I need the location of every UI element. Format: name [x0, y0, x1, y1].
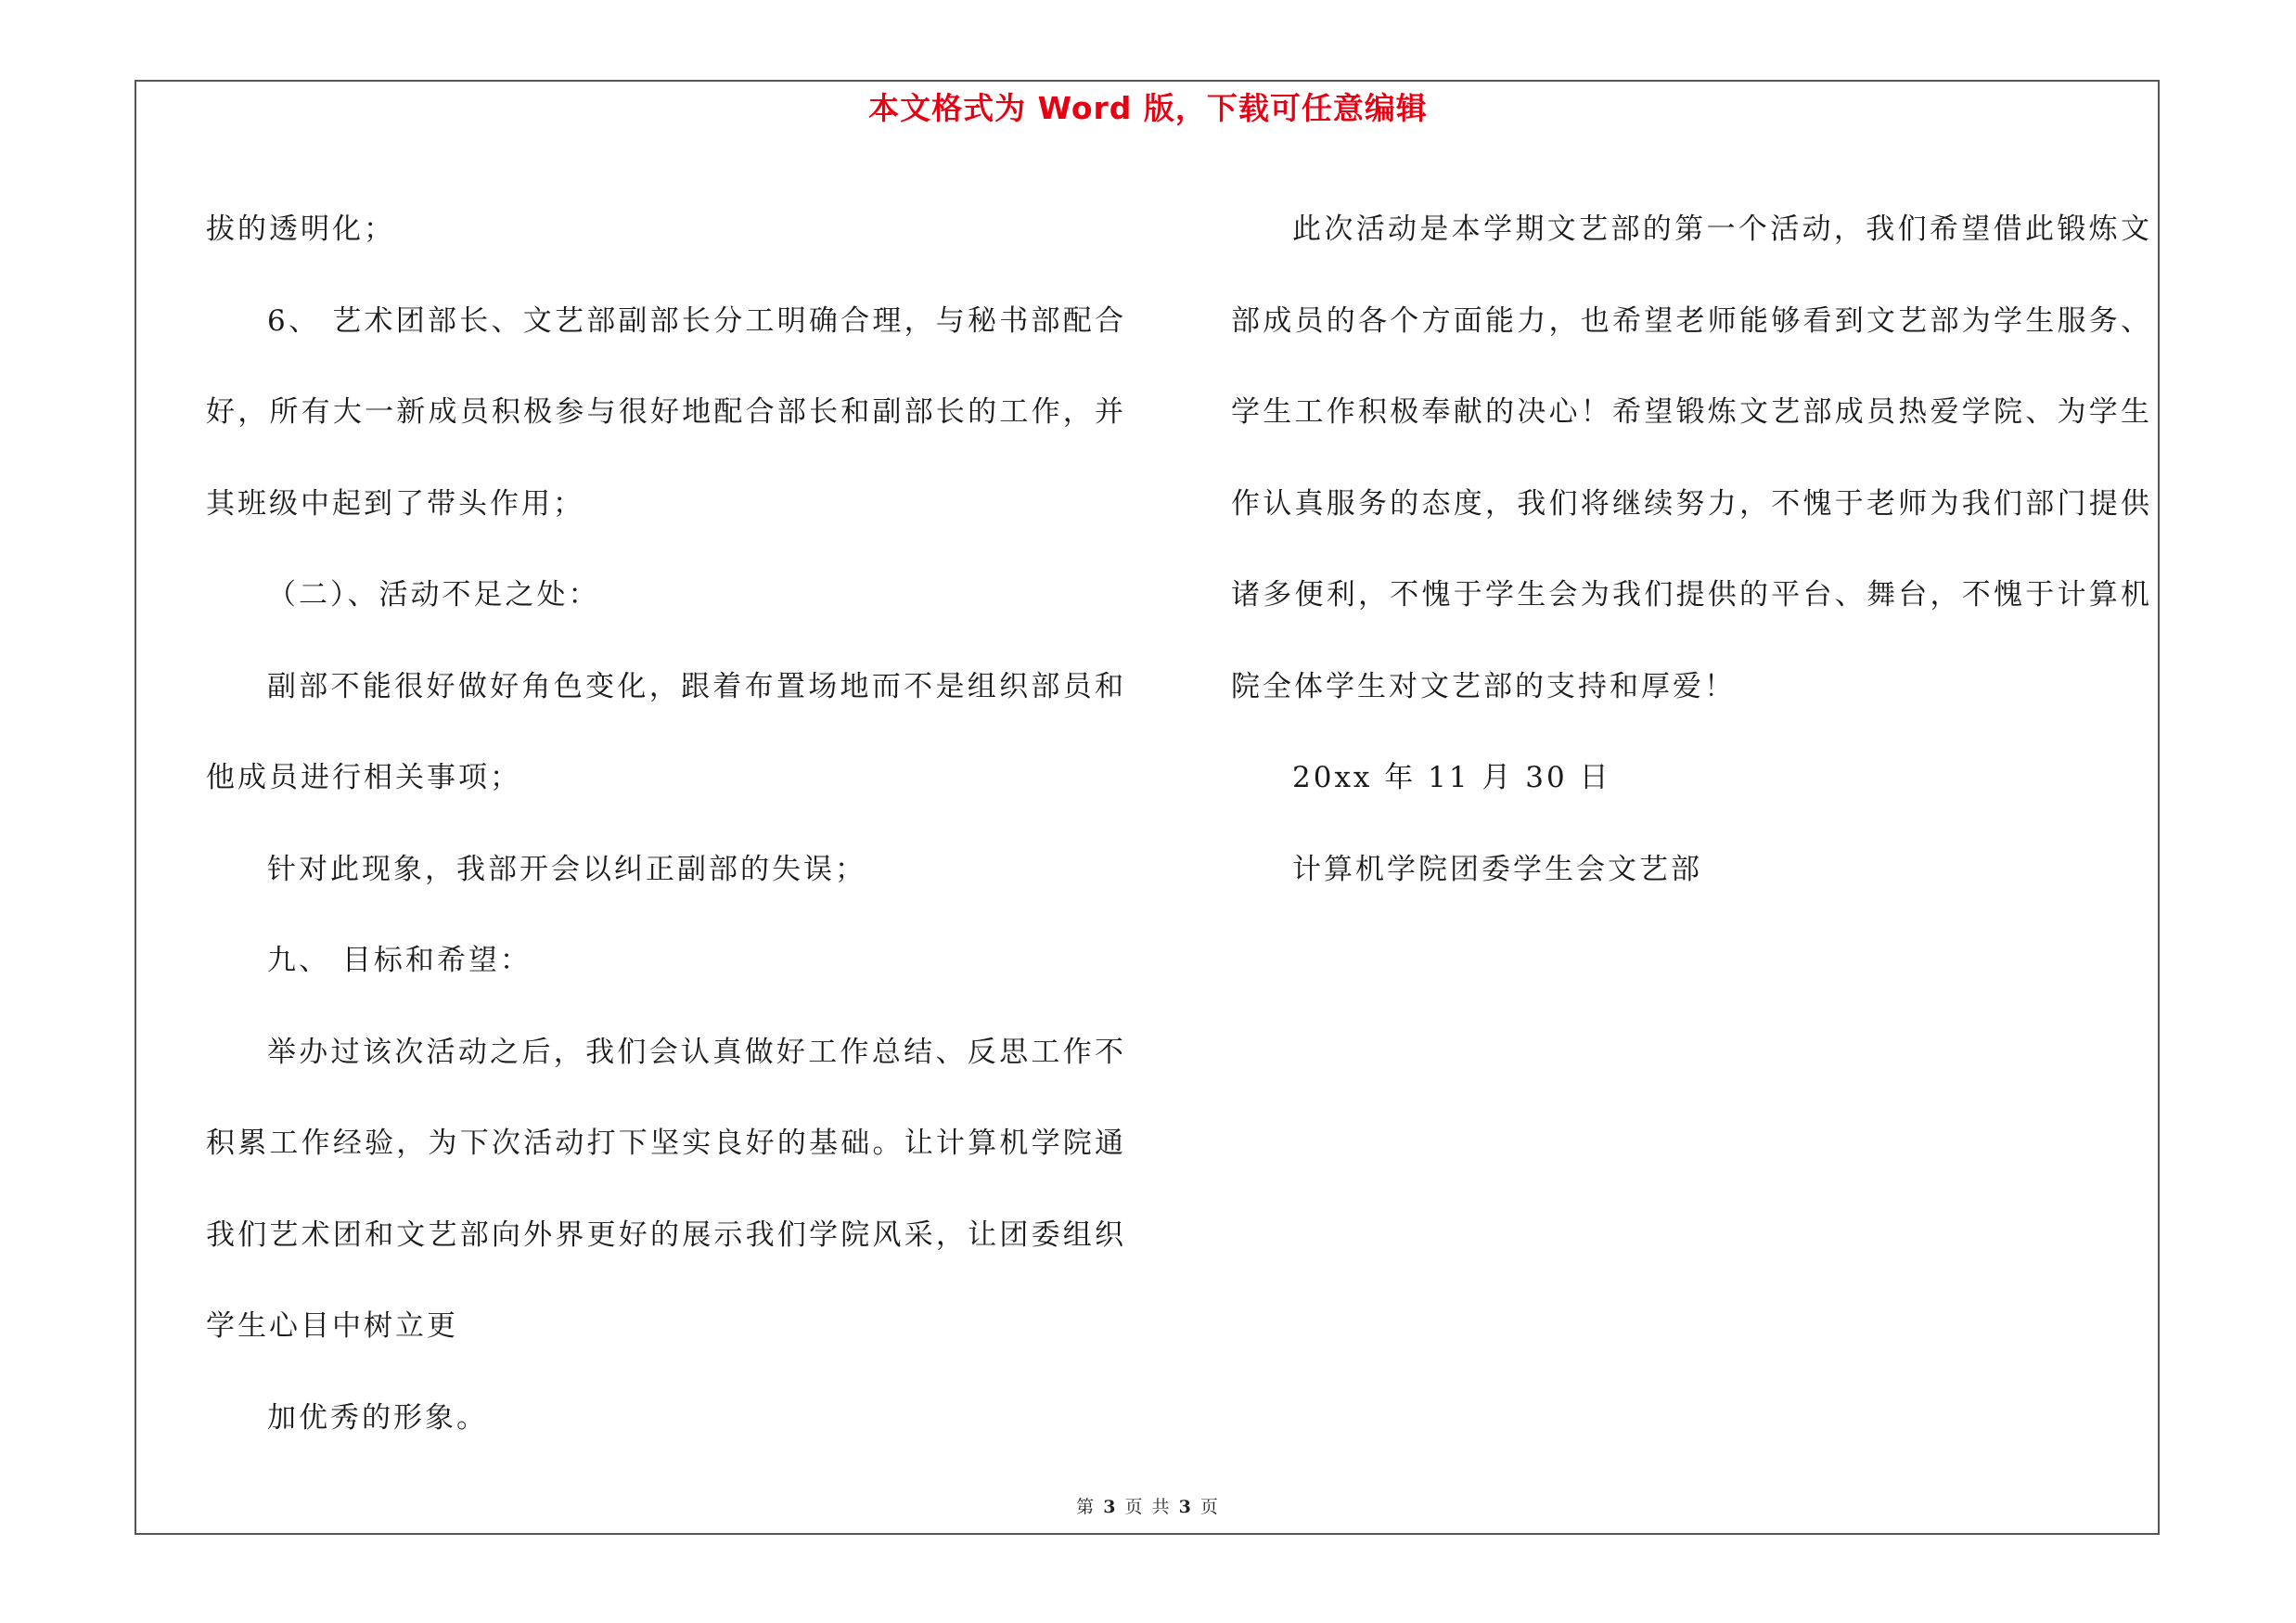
- footer-current-page: 3: [1103, 1497, 1118, 1517]
- body-line: 针对此现象，我部开会以纠正副部的失误；: [267, 852, 866, 886]
- section-heading: 九、 目标和希望：: [267, 944, 532, 977]
- body-line: 其班级中起到了带头作用；: [206, 486, 584, 521]
- body-line: 作认真服务的态度，我们将继续努力，不愧于老师为我们部门提供: [1231, 486, 2152, 521]
- footer-prefix: 第: [1076, 1497, 1097, 1517]
- body-line: 举办过该次活动之后，我们会认真做好工作总结、反思工作不: [267, 1035, 1126, 1069]
- body-line: 部成员的各个方面能力，也希望老师能够看到文艺部为学生服务、: [1231, 303, 2152, 338]
- page-number-footer: [0, 1494, 2296, 1520]
- body-line: 我们艺术团和文艺部向外界更好的展示我们学院风采，让团委组织: [206, 1217, 1126, 1252]
- footer-suffix: 页: [1199, 1497, 1220, 1517]
- body-line: 学生工作积极奉献的决心！希望锻炼文艺部成员热爱学院、为学生: [1231, 395, 2152, 429]
- signature-line: 计算机学院团委学生会文艺部: [1292, 852, 1702, 886]
- body-line: 积累工作经验，为下次活动打下坚实良好的基础。让计算机学院通: [206, 1127, 1126, 1160]
- body-line: 学生心目中树立更: [206, 1309, 458, 1343]
- body-line: 此次活动是本学期文艺部的第一个活动，我们希望借此锻炼文: [1292, 213, 2152, 246]
- left-column: [206, 184, 1126, 1463]
- body-line: 加优秀的形象。: [267, 1400, 488, 1435]
- body-line: 他成员进行相关事项；: [206, 761, 521, 794]
- footer-middle: 页 共: [1124, 1497, 1172, 1517]
- body-line: 拔的透明化；: [206, 213, 395, 246]
- body-line: 副部不能很好做好角色变化，跟着布置场地而不是组织部员和: [267, 669, 1126, 703]
- section-heading: （二）、活动不足之处：: [267, 578, 600, 612]
- date-line: 20xx 年 11 月 30 日: [1292, 761, 1611, 794]
- header-banner: [0, 85, 2296, 132]
- footer-total-pages: 3: [1178, 1497, 1193, 1517]
- banner-text: 本文格式为 Word 版，下载可任意编辑: [868, 90, 1428, 126]
- body-line: 院全体学生对文艺部的支持和厚爱！: [1231, 669, 1736, 703]
- body-line: 好，所有大一新成员积极参与很好地配合部长和副部长的工作，并: [206, 395, 1126, 429]
- body-line: 6、 艺术团部长、文艺部副部长分工明确合理，与秘书部配合: [267, 303, 1126, 338]
- body-line: 诸多便利，不愧于学生会为我们提供的平台、舞台，不愧于计算机: [1231, 578, 2152, 612]
- right-column: [1231, 184, 2152, 915]
